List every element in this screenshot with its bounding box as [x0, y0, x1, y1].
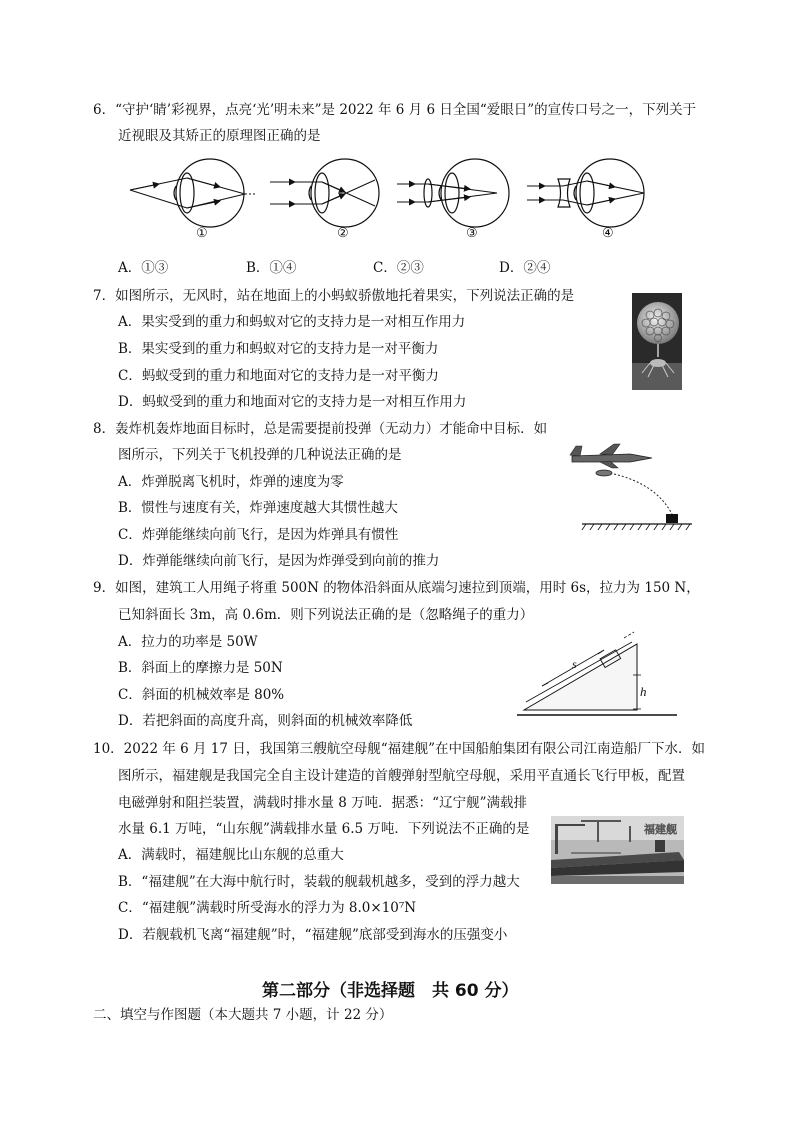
incline-figure	[512, 630, 682, 720]
q10-stem-line1: 10．2022 年 6 月 17 日，我国第三艘航空母舰“福建舰”在中国船舶集团有限公司江南造船厂下水．如	[93, 741, 706, 757]
aircraft-carrier-photo	[551, 816, 684, 884]
q6-option-c[interactable]: C．②③	[373, 260, 424, 276]
q9-option-d[interactable]: D．若把斜面的高度升高，则斜面的机械效率降低	[118, 713, 413, 729]
eye-diagram-4	[527, 159, 644, 227]
q6-stem-line1: 6．“守护‘睛’彩视界，点亮‘光’明未来”是 2022 年 6 月 6 日全国“爱眼日”的宣传口号之一，下列关于	[93, 102, 697, 118]
q8-option-d[interactable]: D．炸弹能继续向前飞行，是因为炸弹受到向前的推力	[118, 553, 440, 569]
figure-label-1: ①	[196, 226, 208, 241]
ship-name-overlay: 福建舰	[644, 823, 677, 836]
q10-option-d[interactable]: D．若舰载机飞离“福建舰”时，“福建舰”底部受到海水的压强变小	[118, 927, 508, 943]
q8-stem-line2: 图所示，下列关于飞机投弹的几种说法正确的是	[118, 447, 402, 463]
q8-option-a[interactable]: A．炸弹脱离飞机时，炸弹的速度为零	[118, 474, 344, 490]
eye-diagram-2	[270, 159, 379, 227]
q10-stem-line2: 图所示，福建舰是我国完全自主设计建造的首艘弹射型航空母舰，采用平直通长飞行甲板，配置	[118, 768, 685, 784]
q10-option-c[interactable]: C．“福建舰”满载时所受海水的浮力为 8.0×10⁷N	[118, 900, 417, 916]
q10-stem-line4: 水量 6.1 万吨，“山东舰”满载排水量 6.5 万吨．下列说法不正确的是	[118, 821, 530, 837]
eye-diagram-3	[397, 159, 509, 227]
q10-option-a[interactable]: A．满载时，福建舰比山东舰的总重大	[118, 847, 344, 863]
bomber-figure	[560, 440, 700, 535]
q8-option-b[interactable]: B．惯性与速度有关，炸弹速度越大其惯性越大	[118, 500, 398, 516]
q6-option-d[interactable]: D．②④	[499, 260, 551, 276]
ground-target	[666, 514, 678, 523]
ant-fruit-photo	[632, 293, 682, 390]
bomb-icon	[596, 470, 612, 476]
section-subtitle: 二、填空与作图题（本大题共 7 小题，计 22 分）	[93, 1007, 393, 1023]
eye-diagram-1	[130, 159, 257, 227]
q6-stem-line2: 近视眼及其矫正的原理图正确的是	[118, 128, 321, 144]
q7-option-b[interactable]: B．果实受到的重力和蚂蚁对它的支持力是一对平衡力	[118, 341, 439, 357]
q8-option-c[interactable]: C．炸弹能继续向前飞行，是因为炸弹具有惯性	[118, 527, 399, 543]
q10-option-b[interactable]: B．“福建舰”在大海中航行时，装载的舰载机越多，受到的浮力越大	[118, 874, 520, 890]
section-title: 第二部分（非选择题 共 60 分）	[262, 981, 519, 1001]
figure-label-2: ②	[337, 226, 349, 241]
q9-option-b[interactable]: B．斜面上的摩擦力是 50N	[118, 660, 283, 676]
plane-icon	[570, 444, 652, 468]
figure-label-3: ③	[466, 226, 478, 241]
q7-option-a[interactable]: A．果实受到的重力和蚂蚁对它的支持力是一对相互作用力	[118, 314, 466, 330]
q8-stem-line1: 8．轰炸机轰炸地面目标时，总是需要提前投弹（无动力）才能命中目标．如	[93, 421, 548, 437]
slope-length-label: s	[572, 657, 577, 671]
q10-stem-line3: 电磁弹射和阻拦装置，满载时排水量 8 万吨．据悉：“辽宁舰”满载排	[118, 795, 527, 811]
q9-stem-line1: 9．如图，建筑工人用绳子将重 500N 的物体沿斜面从底端匀速拉到顶端，用时 6s，拉力为 150 N，	[93, 580, 700, 596]
q6-option-a[interactable]: A．①③	[118, 260, 169, 276]
height-label: h	[640, 684, 647, 699]
q9-option-a[interactable]: A．拉力的功率是 50W	[118, 634, 258, 650]
q7-stem: 7．如图所示，无风时，站在地面上的小蚂蚁骄傲地托着果实，下列说法正确的是	[93, 288, 575, 304]
figure-label-4: ④	[602, 226, 614, 241]
q9-stem-line2: 已知斜面长 3m，高 0.6m．则下列说法正确的是（忽略绳子的重力）	[118, 607, 534, 623]
q7-option-d[interactable]: D．蚂蚁受到的重力和地面对它的支持力是一对相互作用力	[118, 394, 467, 410]
q7-option-c[interactable]: C．蚂蚁受到的重力和地面对它的支持力是一对平衡力	[118, 368, 439, 384]
q9-option-c[interactable]: C．斜面的机械效率是 80%	[118, 687, 285, 703]
q6-option-b[interactable]: B．①④	[246, 260, 297, 276]
bomb-trajectory	[614, 474, 672, 514]
